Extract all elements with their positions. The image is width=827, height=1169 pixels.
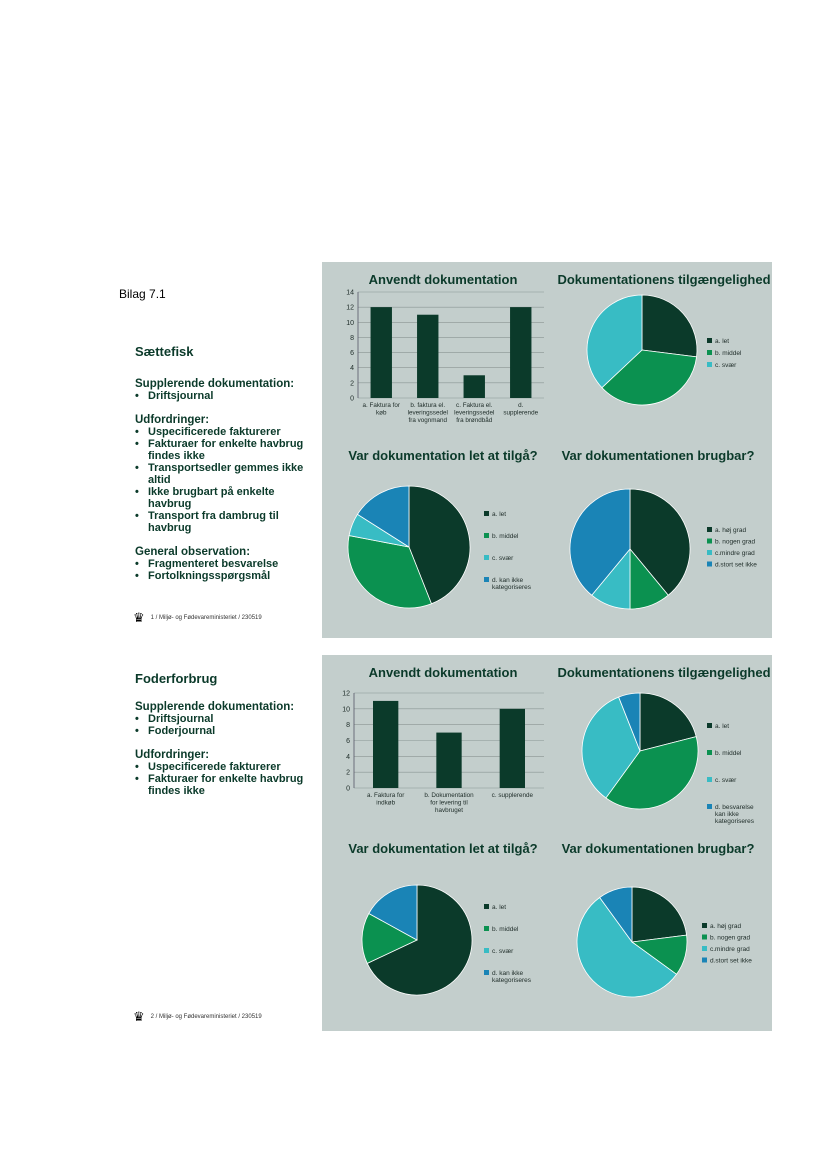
legend-swatch	[484, 577, 489, 582]
legend-swatch	[484, 970, 489, 975]
legend-swatch	[707, 777, 712, 782]
pie-chart-3	[348, 448, 538, 608]
list-item: • Ikke brugbart på enkelte havbrug	[135, 486, 315, 510]
y-tick-label: 2	[350, 380, 354, 388]
y-tick-label: 10	[342, 706, 350, 714]
legend-swatch	[707, 350, 712, 355]
y-tick-label: 4	[350, 365, 354, 373]
legend-label: c.mindre grad	[710, 946, 750, 953]
footer-text: 2 / Miljø- og Fødevareministeriet / 230519	[150, 1014, 262, 1020]
x-tick-label: d.	[518, 402, 524, 409]
legend-swatch	[707, 550, 712, 555]
list-item: • Fortolkningsspørgsmål	[135, 570, 315, 582]
legend-label: c. svær	[492, 948, 514, 955]
legend-label: kategoriseres	[715, 818, 755, 825]
bar	[371, 307, 392, 398]
legend-label: a. høj grad	[715, 527, 747, 534]
pie-chart-7	[348, 841, 537, 995]
list-item: • Fakturaer for enkelte havbrug findes ikke	[135, 438, 315, 462]
legend-label: d.stort set ikke	[710, 957, 752, 965]
slide-1-list-observation	[135, 558, 315, 582]
pie-chart-4	[562, 448, 758, 609]
legend-swatch	[707, 338, 712, 343]
slide-2-title: Foderforbrug	[135, 671, 218, 686]
x-tick-label: fra brøndbåd	[456, 417, 493, 424]
x-tick-label: fra vognmand	[408, 417, 448, 424]
pie-slice	[632, 887, 687, 942]
slide-1-heading-observation: General observation:	[135, 546, 251, 558]
bar	[373, 701, 398, 788]
legend-swatch	[707, 362, 712, 367]
y-tick-label: 12	[346, 304, 354, 312]
list-item: • Uspecificerede fakturerer	[135, 426, 315, 438]
y-tick-label: 6	[350, 350, 354, 358]
slide-1-footer	[133, 610, 262, 625]
x-tick-label: b. Dokumentation	[424, 792, 474, 799]
pie-chart-2	[557, 272, 770, 405]
y-tick-label: 4	[346, 753, 350, 761]
x-tick-label: c. Faktura el.	[456, 402, 493, 409]
chart-title: Var dokumentationen brugbar?	[561, 448, 755, 463]
slide-2-footer	[133, 1009, 262, 1024]
legend-swatch	[484, 926, 489, 931]
slide-1-text	[135, 346, 315, 594]
x-tick-label: for levering til	[430, 799, 468, 807]
page-label: Bilag 7.1	[119, 287, 166, 301]
legend-label: b. nogen grad	[710, 934, 751, 942]
legend-label: b. middel	[715, 350, 742, 357]
slide-2-heading-udfordringer: Udfordringer:	[135, 749, 210, 761]
x-tick-label: a. Faktura for	[366, 792, 405, 799]
chart-panel-1-svg	[322, 262, 772, 638]
bar-chart-1	[346, 272, 544, 424]
legend-swatch	[702, 935, 707, 940]
legend-swatch	[484, 511, 489, 516]
bar	[500, 709, 525, 788]
y-tick-label: 10	[346, 319, 354, 327]
chart-panel-1	[322, 262, 772, 638]
chart-title: Anvendt dokumentation	[368, 665, 518, 680]
legend-swatch	[484, 948, 489, 953]
chart-title: Dokumentationens tilgængelighed	[557, 272, 771, 287]
x-tick-label: leveringssedel	[407, 409, 448, 417]
pie-chart-8	[562, 841, 755, 997]
chart-title: Var dokumentation let at tilgå?	[348, 448, 538, 463]
list-item: • Transportsedler gemmes ikke altid	[135, 462, 315, 486]
legend-swatch	[702, 923, 707, 928]
list-item: • Fragmenteret besvarelse	[135, 558, 315, 570]
legend-label: d.stort set ikke	[715, 561, 757, 569]
list-item: • Fakturaer for enkelte havbrug findes ikke	[135, 773, 315, 797]
legend-label: kategoriseres	[492, 584, 532, 591]
list-item: • Driftsjournal	[135, 390, 315, 402]
legend-label: d. kan ikke	[492, 577, 524, 584]
crown-icon: ♛	[133, 610, 145, 625]
legend-swatch	[702, 946, 707, 951]
legend-label: kan ikke	[715, 811, 739, 818]
slide-2-text	[135, 673, 315, 809]
chart-panel-2-svg	[322, 655, 772, 1031]
x-tick-label: c. supplerende	[491, 792, 533, 799]
x-tick-label: b. faktura el.	[410, 402, 446, 409]
slide-2-list-udfordringer	[135, 761, 315, 797]
legend-label: a. let	[492, 511, 507, 518]
bar	[417, 315, 438, 398]
legend-label: d. kan ikke	[492, 970, 524, 977]
slide-1-list-supplerende	[135, 390, 315, 402]
legend-label: a. let	[715, 723, 730, 730]
bar-chart-5	[342, 665, 544, 814]
legend-swatch	[707, 723, 712, 728]
bar	[464, 375, 485, 398]
legend-label: c. svær	[715, 777, 737, 784]
slide-1-title: Sættefisk	[135, 344, 194, 359]
y-tick-label: 0	[350, 395, 354, 403]
footer-text: 1 / Miljø- og Fødevareministeriet / 230519	[150, 615, 262, 621]
slide-2-list-supplerende	[135, 713, 315, 737]
bar	[510, 307, 531, 398]
slide-2-heading-supplerende: Supplerende dokumentation:	[135, 701, 295, 713]
legend-swatch	[707, 539, 712, 544]
chart-title: Dokumentationens tilgængelighed	[557, 665, 771, 680]
x-tick-label: køb	[376, 409, 387, 417]
legend-label: d. besvarelse	[715, 804, 754, 811]
x-tick-label: havbruget	[434, 807, 464, 814]
legend-label: a. let	[715, 338, 730, 345]
legend-label: c.mindre grad	[715, 550, 755, 557]
x-tick-label: leveringssedel	[454, 409, 495, 417]
x-tick-label: a. Faktura for	[362, 402, 400, 409]
slide-1-list-udfordringer	[135, 426, 315, 534]
pie-slice	[642, 295, 697, 357]
slide-1-heading-supplerende: Supplerende dokumentation:	[135, 378, 295, 390]
chart-title: Var dokumentation let at tilgå?	[348, 841, 538, 856]
legend-label: b. nogen grad	[715, 538, 756, 546]
legend-label: b. middel	[715, 750, 742, 757]
legend-label: kategoriseres	[492, 977, 532, 984]
y-tick-label: 12	[342, 690, 350, 698]
x-tick-label: supplerende	[503, 409, 539, 417]
list-item: • Foderjournal	[135, 725, 315, 737]
legend-swatch	[707, 527, 712, 532]
chart-title: Var dokumentationen brugbar?	[561, 841, 755, 856]
legend-label: b. middel	[492, 926, 519, 933]
legend-swatch	[702, 958, 707, 963]
y-tick-label: 2	[346, 769, 350, 777]
legend-swatch	[484, 555, 489, 560]
legend-swatch	[484, 904, 489, 909]
list-item: • Transport fra dambrug til havbrug	[135, 510, 315, 534]
bar	[436, 733, 461, 788]
legend-swatch	[484, 533, 489, 538]
x-tick-label: indkøb	[376, 799, 396, 807]
y-tick-label: 14	[346, 289, 354, 297]
y-tick-label: 8	[346, 722, 350, 730]
y-tick-label: 0	[346, 785, 350, 793]
legend-swatch	[707, 562, 712, 567]
legend-swatch	[707, 804, 712, 809]
legend-label: b. middel	[492, 533, 519, 540]
legend-label: c. svær	[492, 555, 514, 562]
chart-title: Anvendt dokumentation	[368, 272, 518, 287]
legend-label: a. let	[492, 904, 507, 911]
pie-chart-6	[557, 665, 770, 825]
legend-label: c. svær	[715, 362, 737, 369]
crown-icon: ♛	[133, 1009, 145, 1024]
y-tick-label: 8	[350, 334, 354, 342]
chart-panel-2	[322, 655, 772, 1031]
legend-label: a. høj grad	[710, 923, 742, 930]
legend-swatch	[707, 750, 712, 755]
y-tick-label: 6	[346, 738, 350, 745]
list-item: • Driftsjournal	[135, 713, 315, 725]
slide-1-heading-udfordringer: Udfordringer:	[135, 414, 210, 426]
list-item: • Uspecificerede fakturerer	[135, 761, 315, 773]
